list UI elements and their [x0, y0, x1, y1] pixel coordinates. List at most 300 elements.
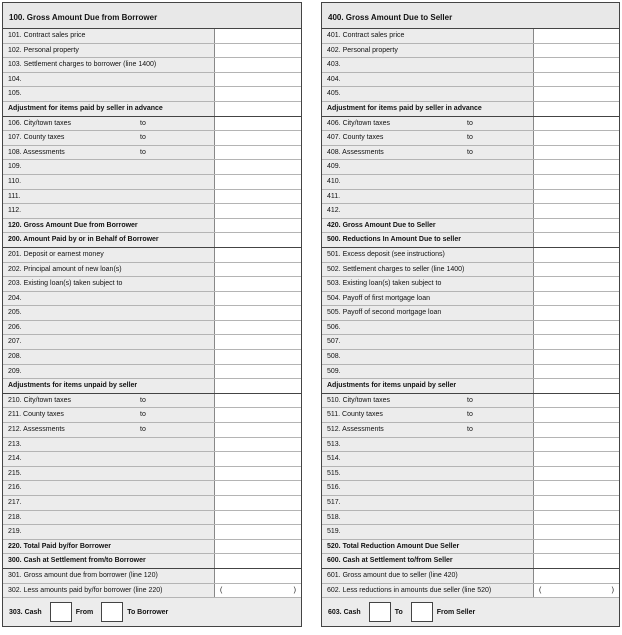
line-text: 215. [8, 469, 22, 477]
line-label [3, 379, 215, 393]
from-seller-label: From Seller [436, 608, 476, 616]
form-line [322, 233, 619, 248]
form-line [3, 131, 301, 146]
line-text: 214. [8, 455, 22, 463]
line-text: 301. Gross amount due from borrower (line 120) [8, 571, 158, 579]
form-line [3, 584, 301, 599]
line-label [322, 452, 534, 466]
form-line [3, 350, 301, 365]
line-label [322, 365, 534, 379]
line-label [3, 131, 215, 145]
line-text: 402. Personal property [327, 46, 398, 54]
form-line [322, 44, 619, 59]
line-text: 405. [327, 90, 341, 98]
form-line [322, 350, 619, 365]
line-text: Adjustments for items unpaid by seller [8, 382, 138, 390]
line-text: 105. [8, 90, 22, 98]
amount-field[interactable] [534, 160, 619, 174]
line-label [3, 73, 215, 87]
line-text: 410. [327, 177, 341, 185]
line-text: 209. [8, 367, 22, 375]
line-label [322, 131, 534, 145]
line-label [322, 58, 534, 72]
line-label [322, 263, 534, 277]
form-line [3, 73, 301, 88]
line-label [3, 481, 215, 495]
form-line [322, 496, 619, 511]
amount-field[interactable] [215, 452, 301, 466]
form-line [322, 335, 619, 350]
line-text: 203. Existing loan(s) taken subject to [8, 280, 123, 288]
line-label [322, 233, 534, 247]
line-label [3, 248, 215, 262]
amount-field[interactable] [534, 481, 619, 495]
amount-field[interactable] [215, 219, 301, 233]
form-line [322, 321, 619, 336]
form-line [322, 263, 619, 278]
line-text: 112. [8, 207, 22, 215]
form-line [322, 219, 619, 234]
borrower-cash-row [3, 598, 301, 626]
from-checkbox[interactable] [50, 602, 72, 622]
line-text: 111. [8, 192, 21, 200]
form-line [322, 584, 619, 599]
amount-field[interactable] [534, 467, 619, 481]
line-label [3, 190, 215, 204]
amount-field[interactable] [215, 73, 301, 87]
line-label [3, 496, 215, 510]
amount-field[interactable] [215, 394, 301, 408]
amount-field[interactable] [534, 277, 619, 291]
form-line [3, 365, 301, 380]
amount-field[interactable] [215, 29, 301, 43]
amount-field[interactable] [215, 540, 301, 554]
line-label [3, 219, 215, 233]
amount-field[interactable] [534, 292, 619, 306]
line-text: 403. [327, 61, 341, 69]
form-line [322, 554, 619, 569]
line-text: 501. Excess deposit (see instructions) [327, 250, 445, 258]
line-label [322, 204, 534, 218]
form-line [322, 117, 619, 132]
form-line [3, 481, 301, 496]
amount-field[interactable] [534, 58, 619, 72]
amount-field[interactable] [534, 394, 619, 408]
amount-field[interactable] [534, 379, 619, 393]
form-line [322, 481, 619, 496]
line-label [322, 540, 534, 554]
form-line [322, 467, 619, 482]
form-line [322, 569, 619, 584]
line-text: 514. [327, 455, 341, 463]
amount-field[interactable] [534, 554, 619, 568]
form-line [322, 292, 619, 307]
cash-label: 603. Cash [328, 608, 361, 616]
to-label: to [140, 134, 146, 142]
line-text: 602. Less reductions in amounts due seller (line 520) [327, 586, 492, 594]
amount-field[interactable] [215, 263, 301, 277]
amount-field[interactable] [215, 335, 301, 349]
form-line [3, 467, 301, 482]
line-label [322, 438, 534, 452]
line-label [3, 438, 215, 452]
amount-field[interactable] [534, 584, 619, 598]
form-line [3, 248, 301, 263]
from-seller-checkbox[interactable] [411, 602, 433, 622]
line-text: 204. [8, 294, 22, 302]
line-text: 200. Amount Paid by or in Behalf of Borrower [8, 236, 159, 244]
line-text: 217. [8, 499, 22, 506]
amount-field[interactable] [215, 102, 301, 116]
line-text: 420. Gross Amount Due to Seller [327, 221, 436, 229]
line-label [322, 350, 534, 364]
line-text: 120. Gross Amount Due from Borrower [8, 221, 138, 229]
amount-field[interactable] [215, 44, 301, 58]
to-label: to [140, 148, 146, 156]
amount-field[interactable] [215, 554, 301, 568]
line-text: Adjustments for items unpaid by seller [327, 382, 457, 390]
amount-field[interactable] [534, 117, 619, 131]
amount-field[interactable] [534, 204, 619, 218]
to-label: to [467, 148, 473, 156]
borrower-header: 100. Gross Amount Due from Borrower [3, 3, 301, 29]
amount-field[interactable] [534, 335, 619, 349]
form-line [3, 335, 301, 350]
line-label [322, 525, 534, 539]
line-label [3, 117, 215, 131]
to-label: to [467, 119, 473, 127]
line-label [322, 73, 534, 87]
line-text: 201. Deposit or earnest money [8, 250, 104, 258]
line-text: 412. [327, 207, 341, 215]
form-line [3, 263, 301, 278]
amount-field[interactable] [534, 190, 619, 204]
amount-field[interactable] [534, 146, 619, 160]
line-label [322, 160, 534, 174]
line-text: 504. Payoff of first mortgage loan [327, 294, 430, 302]
line-label [3, 233, 215, 247]
amount-field[interactable] [534, 44, 619, 58]
amount-field[interactable] [215, 467, 301, 481]
amount-field[interactable] [215, 248, 301, 262]
line-text: 220. Total Paid by/for Borrower [8, 542, 111, 550]
line-text: 513. [327, 440, 341, 448]
amount-field[interactable] [215, 233, 301, 247]
form-line [322, 146, 619, 161]
form-line [3, 44, 301, 59]
line-text: 202. Principal amount of new loan(s) [8, 265, 122, 273]
amount-field[interactable] [534, 511, 619, 525]
to-checkbox[interactable] [369, 602, 391, 622]
line-text: 207. [8, 338, 22, 346]
line-label [3, 423, 215, 437]
amount-field[interactable] [215, 58, 301, 72]
form-line [3, 160, 301, 175]
amount-field[interactable] [534, 29, 619, 43]
line-label [322, 569, 534, 583]
to-label: to [140, 411, 146, 419]
line-text: 219. [8, 528, 22, 536]
line-text: 103. Settlement charges to borrower (line 1400) [8, 61, 157, 69]
line-label [3, 540, 215, 554]
amount-field[interactable] [215, 496, 301, 510]
line-label [3, 306, 215, 320]
amount-field[interactable] [534, 219, 619, 233]
amount-field[interactable] [534, 321, 619, 335]
line-text: 213. [8, 440, 22, 448]
line-label [3, 263, 215, 277]
line-label [322, 394, 534, 408]
line-label [322, 379, 534, 393]
amount-field[interactable] [215, 292, 301, 306]
form-line [3, 233, 301, 248]
form-line [3, 219, 301, 234]
form-line [3, 321, 301, 336]
to-label: to [467, 426, 473, 434]
form-line [322, 423, 619, 438]
line-label [3, 584, 215, 598]
form-line [3, 438, 301, 453]
borrower-rows [3, 29, 301, 598]
form-line [322, 306, 619, 321]
line-label [3, 569, 215, 583]
amount-field[interactable] [215, 525, 301, 539]
amount-field[interactable] [215, 569, 301, 583]
amount-field[interactable] [534, 365, 619, 379]
to-label: to [467, 134, 473, 142]
form-line [3, 58, 301, 73]
to-label: To [394, 608, 403, 616]
line-text: 101. Contract sales price [8, 32, 86, 39]
form-line [3, 146, 301, 161]
form-line [322, 511, 619, 526]
line-label [3, 350, 215, 364]
line-label [322, 146, 534, 160]
amount-field[interactable] [534, 263, 619, 277]
line-label [3, 29, 215, 43]
line-label [3, 277, 215, 291]
line-label [3, 554, 215, 568]
line-label [322, 321, 534, 335]
form-line [322, 438, 619, 453]
form-line [322, 394, 619, 409]
line-text: 511. County taxes [327, 411, 383, 419]
line-text: 502. Settlement charges to seller (line 1400) [327, 265, 465, 273]
amount-field[interactable] [215, 204, 301, 218]
line-text: 517. [327, 499, 341, 506]
form-line [322, 102, 619, 117]
amount-field[interactable] [534, 73, 619, 87]
line-label [322, 248, 534, 262]
form-line [3, 277, 301, 292]
form-line [3, 175, 301, 190]
amount-field[interactable] [534, 248, 619, 262]
amount-field[interactable] [215, 511, 301, 525]
line-label [3, 365, 215, 379]
borrower-transaction-panel [2, 2, 302, 627]
from-label: From [75, 608, 94, 616]
line-text: 506. [327, 323, 341, 331]
amount-field[interactable] [534, 306, 619, 320]
form-line [322, 525, 619, 540]
amount-field[interactable] [215, 365, 301, 379]
amount-field[interactable] [215, 379, 301, 393]
form-line [322, 204, 619, 219]
form-line [3, 306, 301, 321]
line-label [322, 511, 534, 525]
line-text: Adjustment for items paid by seller in advance [327, 104, 482, 112]
line-label [3, 102, 215, 116]
form-line [3, 379, 301, 394]
form-line [322, 87, 619, 102]
amount-field[interactable] [215, 131, 301, 145]
amount-field[interactable] [215, 160, 301, 174]
line-text: 519. [327, 528, 341, 536]
amount-field[interactable] [534, 452, 619, 466]
line-text: 300. Cash at Settlement from/to Borrower [8, 557, 146, 565]
amount-field[interactable] [215, 146, 301, 160]
open-paren: ( [539, 586, 542, 594]
form-line [3, 394, 301, 409]
line-label [3, 467, 215, 481]
form-line [322, 277, 619, 292]
seller-cash-row [322, 598, 619, 626]
amount-field[interactable] [534, 423, 619, 437]
form-line [3, 423, 301, 438]
form-line [3, 190, 301, 205]
line-text: 520. Total Reduction Amount Due Seller [327, 542, 460, 550]
amount-field[interactable] [534, 102, 619, 116]
line-text: 411. [327, 192, 341, 200]
line-label [322, 467, 534, 481]
line-label [322, 87, 534, 101]
amount-field[interactable] [215, 87, 301, 101]
line-text: 106. City/town taxes [8, 119, 72, 127]
seller-transaction-panel [321, 2, 620, 627]
line-text: 208. [8, 353, 22, 361]
amount-field[interactable] [534, 87, 619, 101]
form-line [322, 248, 619, 263]
amount-field[interactable] [215, 117, 301, 131]
line-text: 206. [8, 323, 22, 331]
amount-field[interactable] [215, 190, 301, 204]
line-label [3, 525, 215, 539]
line-label [3, 394, 215, 408]
line-label [322, 44, 534, 58]
form-line [322, 452, 619, 467]
cash-label: 303. Cash [9, 608, 42, 616]
amount-field[interactable] [534, 350, 619, 364]
amount-field[interactable] [215, 306, 301, 320]
form-line [3, 540, 301, 555]
seller-rows [322, 29, 619, 598]
amount-field[interactable] [534, 525, 619, 539]
line-text: 408. Assessments [327, 148, 384, 156]
line-text: 102. Personal property [8, 46, 79, 54]
form-line [322, 408, 619, 423]
form-line [322, 190, 619, 205]
to-borrower-checkbox[interactable] [101, 602, 123, 622]
amount-field[interactable] [215, 584, 301, 598]
line-label [322, 277, 534, 291]
amount-field[interactable] [534, 540, 619, 554]
line-label [3, 87, 215, 101]
open-paren: ( [220, 586, 223, 594]
seller-header: 400. Gross Amount Due to Seller [322, 3, 619, 29]
amount-field[interactable] [215, 481, 301, 495]
amount-field[interactable] [534, 438, 619, 452]
line-text: 505. Payoff of second mortgage loan [327, 309, 442, 317]
line-label [3, 58, 215, 72]
line-label [3, 511, 215, 525]
line-text: 601. Gross amount due to seller (line 420) [327, 571, 458, 579]
line-label [322, 423, 534, 437]
line-label [3, 160, 215, 174]
form-line [322, 29, 619, 44]
amount-field[interactable] [215, 277, 301, 291]
form-line [3, 204, 301, 219]
line-text: 518. [327, 513, 341, 521]
form-line [322, 540, 619, 555]
line-text: 108. Assessments [8, 148, 65, 156]
line-text: 104. [8, 75, 22, 83]
amount-field[interactable] [215, 408, 301, 422]
form-line [3, 102, 301, 117]
line-label [322, 408, 534, 422]
line-text: 503. Existing loan(s) taken subject to [327, 280, 442, 288]
amount-field[interactable] [215, 350, 301, 364]
line-label [322, 481, 534, 495]
amount-field[interactable] [534, 569, 619, 583]
line-label [322, 496, 534, 510]
amount-field[interactable] [534, 233, 619, 247]
line-text: 509. [327, 367, 341, 375]
amount-field[interactable] [534, 175, 619, 189]
form-line [322, 58, 619, 73]
line-label [3, 292, 215, 306]
amount-field[interactable] [215, 423, 301, 437]
line-label [3, 146, 215, 160]
line-text: 512. Assessments [327, 426, 384, 434]
line-text: 406. City/town taxes [327, 119, 391, 127]
amount-field[interactable] [534, 131, 619, 145]
line-label [3, 408, 215, 422]
line-text: 211. County taxes [8, 411, 64, 419]
amount-field[interactable] [215, 438, 301, 452]
amount-field[interactable] [534, 496, 619, 510]
form-line [3, 117, 301, 132]
amount-field[interactable] [534, 408, 619, 422]
line-text: 404. [327, 75, 341, 83]
line-label [322, 29, 534, 43]
form-line [3, 554, 301, 569]
line-label [322, 335, 534, 349]
line-text: 205. [8, 309, 22, 317]
close-paren: ) [611, 586, 614, 594]
form-line [3, 525, 301, 540]
amount-field[interactable] [215, 321, 301, 335]
line-text: 507. [327, 338, 341, 346]
line-text: 409. [327, 163, 341, 171]
line-text: 210. City/town taxes [8, 396, 72, 404]
line-label [322, 102, 534, 116]
line-text: 508. [327, 353, 341, 361]
form-line [3, 511, 301, 526]
amount-field[interactable] [215, 175, 301, 189]
to-borrower-label: To Borrower [127, 608, 169, 616]
form-line [3, 452, 301, 467]
form-line [3, 569, 301, 584]
